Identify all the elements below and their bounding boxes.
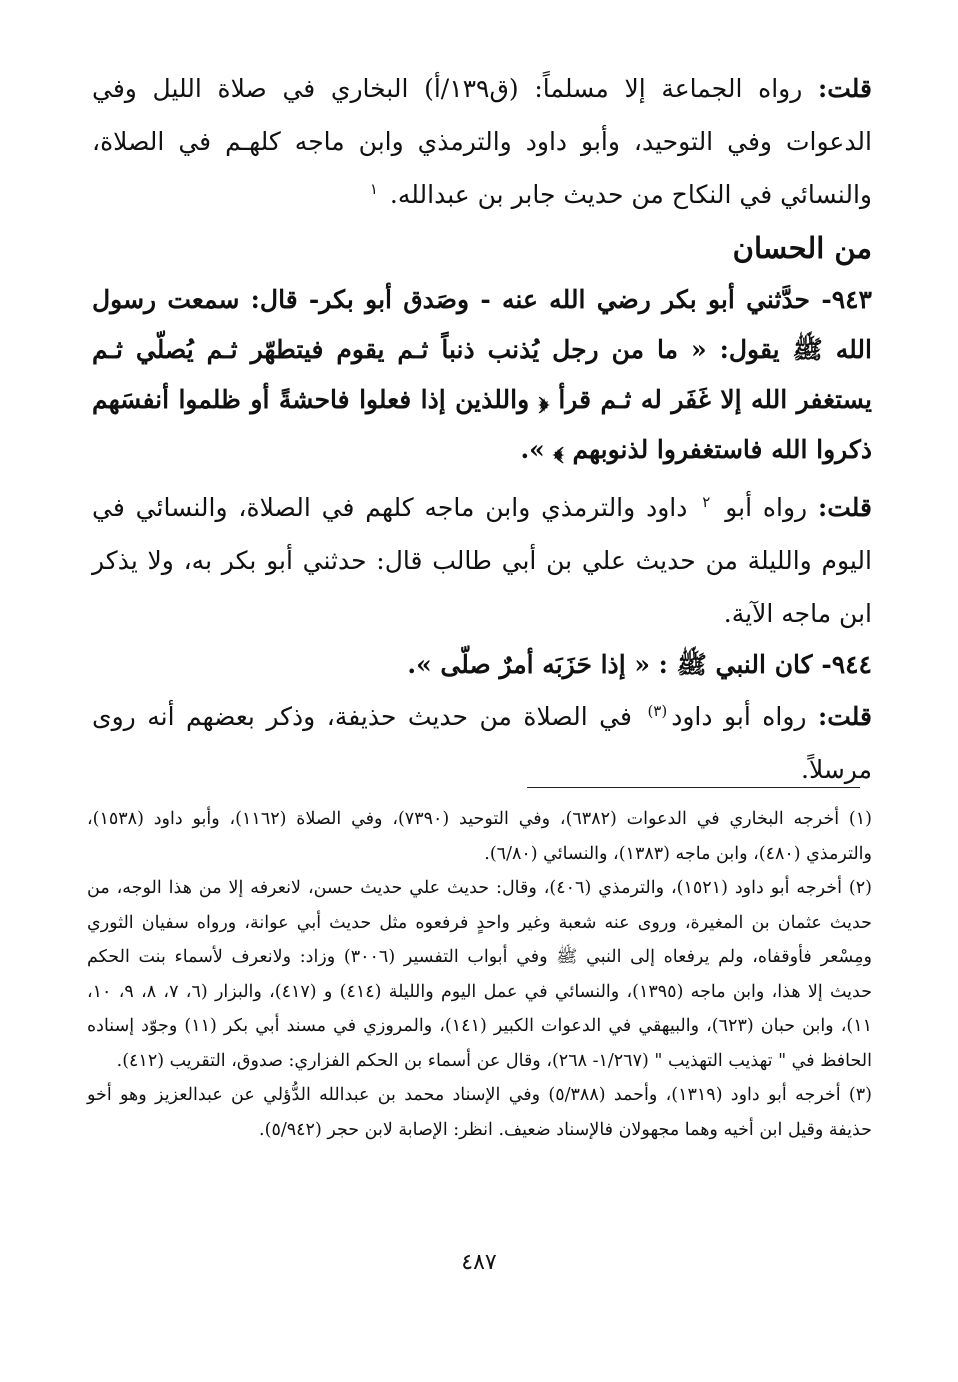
footnote-3-marker: (٣)	[848, 1085, 872, 1105]
paragraph-3-text-before: رواه أبو داود	[671, 702, 807, 731]
paragraph-1	[92, 62, 872, 221]
footnote-2-marker: (٢)	[848, 878, 872, 898]
hadith-944-text: كان النبي ﷺ : « إذا حَزَبَه أمرٌ صلّى ».	[407, 650, 813, 679]
section-title: من الحسان	[732, 231, 872, 265]
footnote-divider	[527, 787, 860, 788]
paragraph-1-lead: قلت:	[817, 74, 872, 103]
footnote-ref-2[interactable]: ٢	[702, 492, 711, 511]
footnote-1-marker: (١)	[848, 809, 872, 829]
hadith-944-number: ٩٤٤-	[821, 650, 872, 679]
footnote-ref-3[interactable]: (٣)	[647, 701, 668, 720]
paragraph-2	[92, 481, 872, 640]
paragraph-2-lead: قلت:	[818, 493, 873, 522]
footnote-1	[87, 802, 872, 871]
paragraph-2-text-after: داود والترمذي وابن ماجه كلهم في الصلاة، والنسائي في اليوم والليلة من حديث علي بن أبي طالب قال: حدثني أبو بكر به، ولا يذكر ابن ماجه الآية.	[92, 493, 872, 628]
footnotes	[87, 802, 872, 1147]
footnote-2-text: أخرجه أبو داود (١٥٢١)، والترمذي (٤٠٦)، وقال: حديث علي حديث حسن، لانعرفه إلا من هذا الوجه، من حديث عثمان بن المغيرة، وروى عنه شعبة وغير واحدٍ فرفعوه مثل حديث أبي عوانة، ورواه سفيان الثوري ومِسْعر فأوقفاه، ولم يرفعاه إلى النبي ﷺ وفي أبواب التفسير (٣٠٠٦) وزاد: ولانعرف لأسماء بنت الحكم حديث إلا هذا، وابن ماجه (١٣٩٥)، والنسائي في عمل اليوم والليلة (٤١٤) و (٤١٧)، والبزار (٦، ٧، ٨، ٩، ١٠، ١١)، وابن حبان (٦٢٣)، والبيهقي في الدعوات الكبير (١٤١)، والمروزي في مسند أبي بكر (١١) وجوّد إسناده الحافظ في " تهذيب التهذيب " (١/٢٦٧- ٢٦٨)، وقال عن أسماء بن الحكم الفزاري: صدوق، التقريب (٤١٢).	[87, 878, 873, 1071]
paragraph-3-text-after: في الصلاة من حديث حذيفة، وذكر بعضهم أنه روى مرسلاً.	[92, 702, 872, 784]
paragraph-3	[92, 690, 872, 796]
paragraph-1-text: رواه الجماعة إلا مسلماً: (ق١٣٩/أ) البخاري في صلاة الليل وفي الدعوات وفي التوحيد، وأبو داود والترمذي وابن ماجه كلهـم في الصلاة، والنسائي في النكاح من حديث جابر بن عبدالله.	[92, 74, 872, 209]
page-number: ٤٨٧	[461, 1250, 497, 1275]
paragraph-3-lead: قلت:	[818, 702, 873, 731]
footnote-3	[87, 1078, 872, 1147]
hadith-944	[92, 640, 872, 690]
hadith-943-text: حدَّثني أبو بكر رضي الله عنه - وصَدق أبو بكر- قال: سمعت رسول الله ﷺ يقول: « ما من رجل يُذنب ذنباً ثـم يقوم فيتطهّر ثـم يُصلّي ثـم يستغفر الله إلا غَفَر له ثـم قرأ ﴿ واللذين إذا فعلوا فاحشةً أو ظلموا أنفسَهم ذكروا الله فاستغفروا لذنوبهم ﴾ ».	[92, 285, 872, 464]
footnote-ref-1[interactable]: ١	[369, 179, 378, 198]
footnote-1-text: أخرجه البخاري في الدعوات (٦٣٨٢)، وفي التوحيد (٧٣٩٠)، وفي الصلاة (١١٦٢)، وأبو داود (١٥٣٨)، والترمذي (٤٨٠)، وابن ماجه (١٣٨٣)، والنسائي (٦/٨٠).	[87, 809, 872, 864]
hadith-943-number: ٩٤٣-	[821, 285, 872, 314]
footnote-2	[87, 871, 872, 1078]
paragraph-2-text-before: رواه أبو	[725, 493, 808, 522]
main-text	[92, 62, 872, 796]
hadith-943	[92, 275, 872, 475]
footnote-3-text: أخرجه أبو داود (١٣١٩)، وأحمد (٥/٣٨٨) وفي الإسناد محمد بن عبدالله الدُّؤلي عن عبدالعزيز وهو أخو حذيفة وقيل ابن أخيه وهما مجهولان فالإسناد ضعيف. انظر: الإصابة لابن حجر (٥/٩٤٢).	[87, 1085, 872, 1140]
